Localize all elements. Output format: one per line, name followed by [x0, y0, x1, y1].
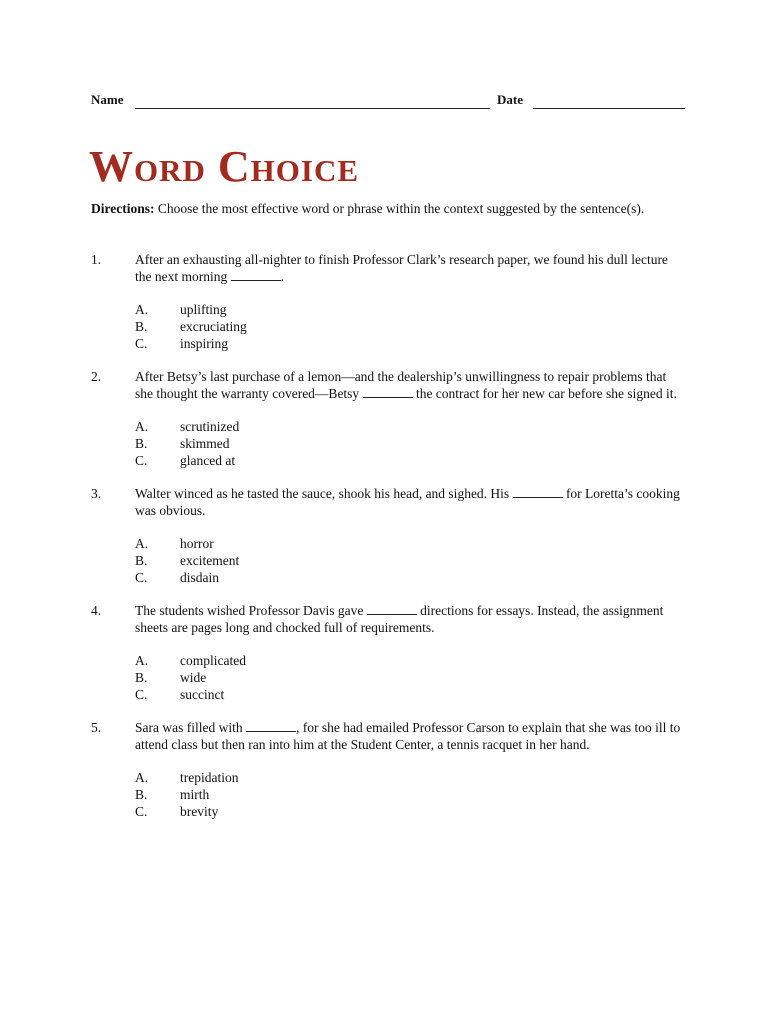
option-letter: B. [135, 436, 148, 451]
option-letter: B. [135, 319, 148, 334]
question-number: 5. [91, 720, 102, 735]
name-label: Name [91, 92, 124, 107]
option-a[interactable] [135, 418, 681, 435]
option-letter: A. [135, 770, 149, 785]
question-text-after: . [280, 269, 284, 284]
option-text: trepidation [180, 770, 239, 785]
option-text: wide [180, 670, 207, 685]
question-text-before: The students wished Professor Davis gave [135, 603, 367, 618]
name-field-line[interactable] [135, 108, 490, 109]
option-text: succinct [180, 687, 225, 702]
option-b[interactable] [135, 435, 681, 452]
option-text: uplifting [180, 302, 227, 317]
date-field-line[interactable] [533, 108, 685, 109]
option-c[interactable] [135, 803, 681, 820]
option-text: horror [180, 536, 214, 551]
question-text-after: directions for essays. Instead, the assignment sheets are pages long and chocked full of requirements. [135, 603, 664, 635]
option-letter: A. [135, 653, 149, 668]
question-text-after: the contract for her new car before she signed it. [412, 386, 677, 401]
question-number: 1. [91, 252, 102, 267]
answer-blank[interactable] [513, 485, 563, 498]
option-text: disdain [180, 570, 219, 585]
option-letter: B. [135, 787, 148, 802]
option-letter: A. [135, 302, 149, 317]
question-text [135, 602, 681, 636]
page-title: Word Choice [89, 142, 360, 191]
option-letter: B. [135, 670, 148, 685]
question-text [135, 368, 681, 402]
option-text: excitement [180, 553, 240, 568]
option-c[interactable] [135, 686, 681, 703]
directions-text: Choose the most effective word or phrase within the context suggested by the sentence(s). [154, 201, 645, 216]
option-letter: A. [135, 536, 149, 551]
question-text-before: Walter winced as he tasted the sauce, shook his head, and sighed. His [135, 486, 513, 501]
option-text: excruciating [180, 319, 247, 334]
question-2 [91, 368, 681, 469]
question-text-after: , for she had emailed Professor Carson to explain that she was too ill to attend class but then ran into him at the Student Center, a tennis racquet in her hand. [135, 720, 681, 752]
option-text: complicated [180, 653, 246, 668]
answer-blank[interactable] [246, 719, 296, 732]
option-c[interactable] [135, 335, 681, 352]
question-3 [91, 485, 681, 586]
option-a[interactable] [135, 769, 681, 786]
option-text: mirth [180, 787, 210, 802]
option-c[interactable] [135, 452, 681, 469]
option-a[interactable] [135, 535, 681, 552]
question-list [91, 251, 681, 836]
option-b[interactable] [135, 669, 681, 686]
option-letter: C. [135, 336, 148, 351]
question-text-before: Sara was filled with [135, 720, 246, 735]
question-text-after: for Loretta’s cooking was obvious. [135, 486, 680, 518]
option-text: brevity [180, 804, 219, 819]
question-text [135, 719, 681, 753]
question-number: 4. [91, 603, 102, 618]
option-letter: C. [135, 453, 148, 468]
question-text-before: After an exhausting all-nighter to finish Professor Clark’s research paper, we found his dull lecture the next morning [135, 252, 668, 284]
option-text: glanced at [180, 453, 236, 468]
question-5 [91, 719, 681, 820]
option-b[interactable] [135, 786, 681, 803]
question-text [135, 485, 681, 519]
option-b[interactable] [135, 552, 681, 569]
answer-blank[interactable] [367, 602, 417, 615]
date-label: Date [497, 92, 523, 107]
answer-blank[interactable] [231, 268, 281, 281]
option-a[interactable] [135, 652, 681, 669]
option-text: scrutinized [180, 419, 240, 434]
answer-blank[interactable] [363, 385, 413, 398]
question-number: 2. [91, 369, 102, 384]
option-letter: A. [135, 419, 149, 434]
option-text: inspiring [180, 336, 229, 351]
option-letter: C. [135, 687, 148, 702]
question-number: 3. [91, 486, 102, 501]
option-c[interactable] [135, 569, 681, 586]
directions [91, 200, 651, 217]
option-b[interactable] [135, 318, 681, 335]
option-text: skimmed [180, 436, 230, 451]
option-letter: C. [135, 570, 148, 585]
option-letter: B. [135, 553, 148, 568]
option-letter: C. [135, 804, 148, 819]
name-date-row [91, 92, 691, 112]
question-4 [91, 602, 681, 703]
question-1 [91, 251, 681, 352]
question-text-before: After Betsy’s last purchase of a lemon—and the dealership’s unwillingness to repair problems that she thought the warranty covered—Betsy [135, 369, 667, 401]
question-text [135, 251, 681, 285]
option-a[interactable] [135, 301, 681, 318]
directions-label: Directions: [91, 201, 155, 216]
